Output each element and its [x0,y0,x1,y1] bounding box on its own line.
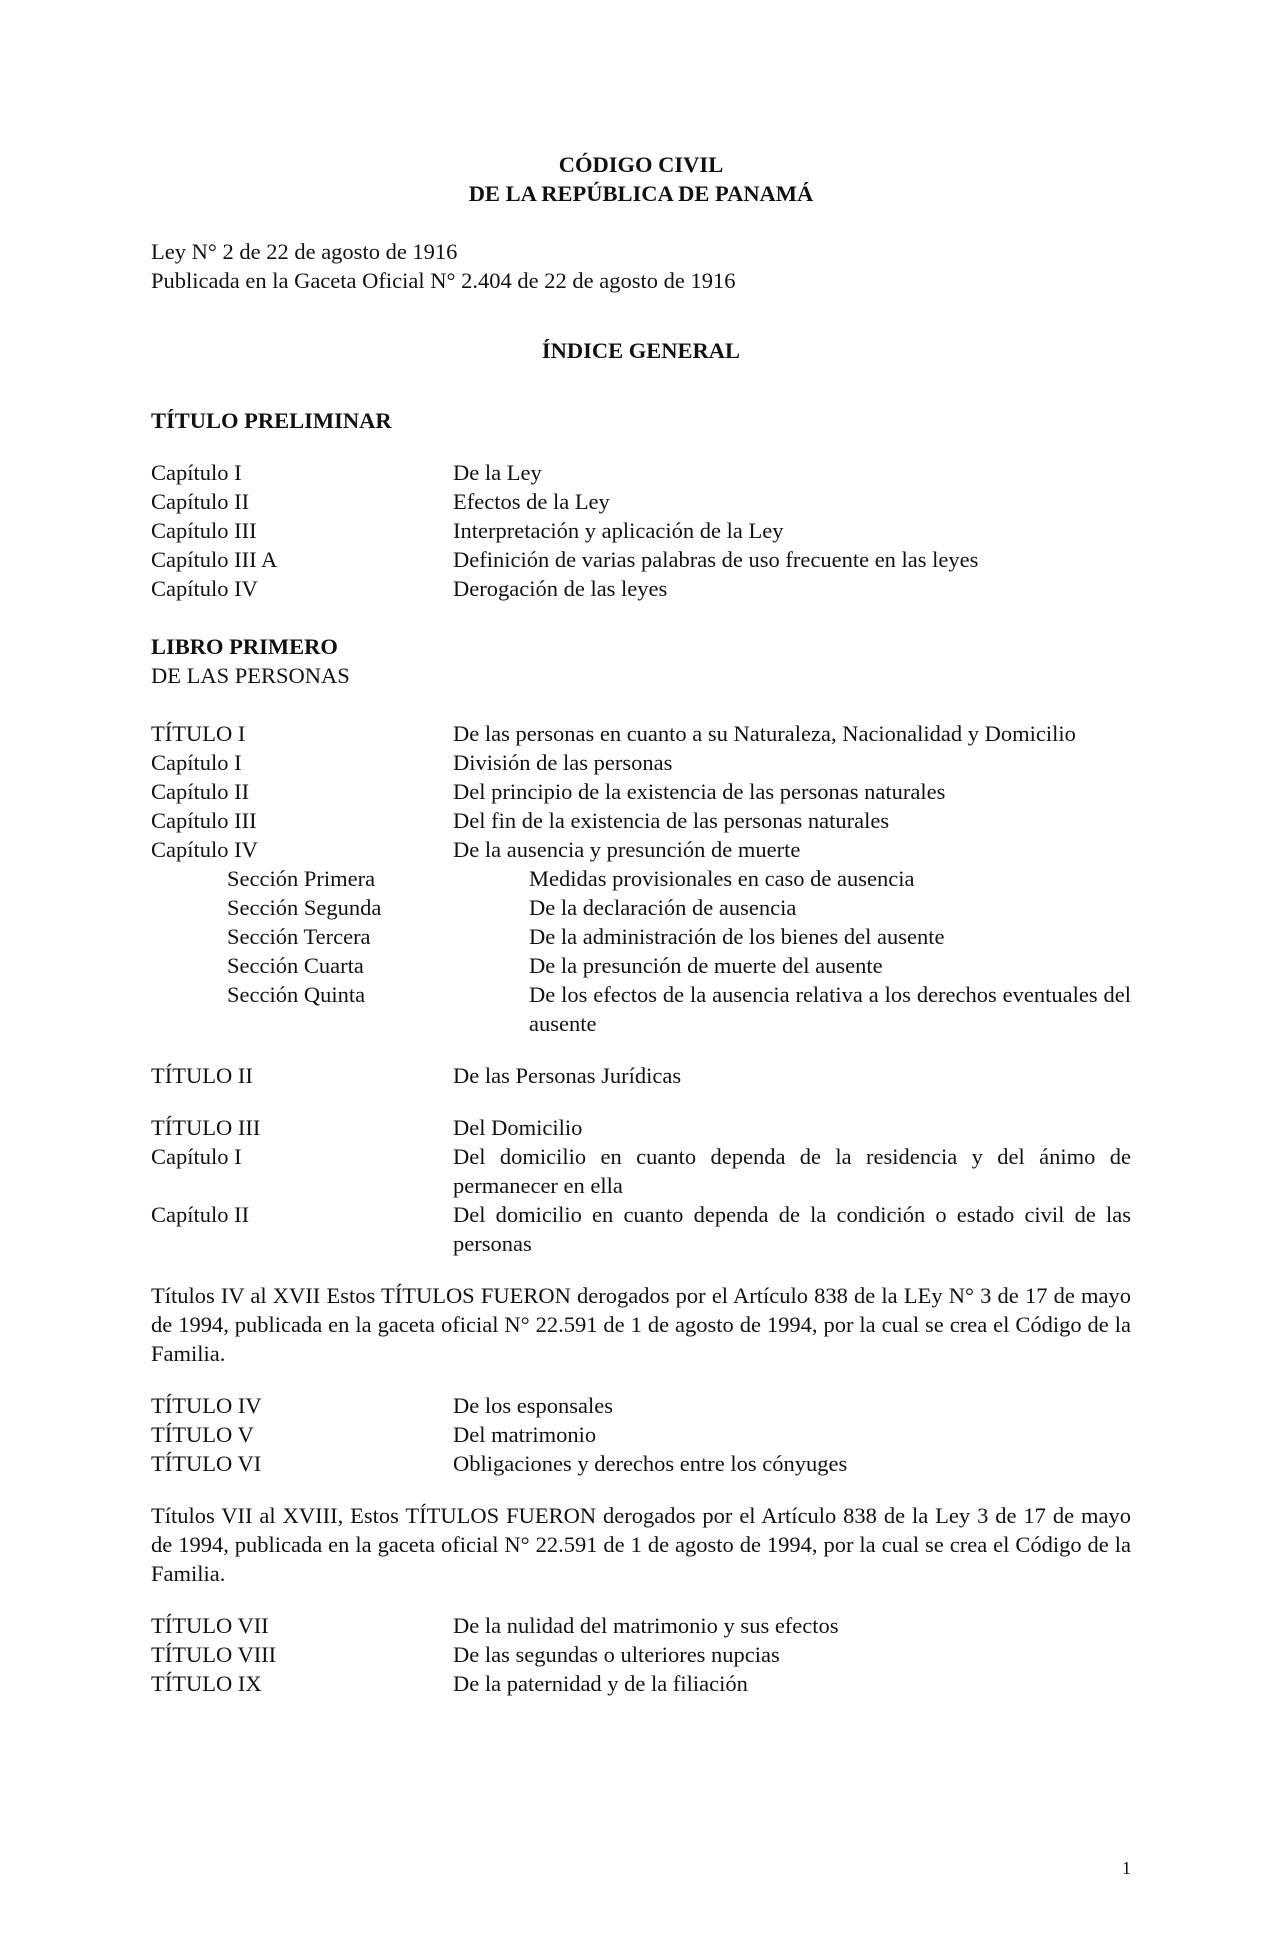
index-row: Capítulo I De la Ley [151,460,542,485]
index-row: TÍTULO IV De los esponsales [151,1393,613,1418]
libro-subheading: DE LAS PERSONAS [151,663,350,688]
titulo-2 [151,1061,1131,1090]
derogated-group-1 [151,1391,1131,1478]
libro-heading: LIBRO PRIMERO [151,634,338,659]
index-row: TÍTULO V Del matrimonio [151,1422,597,1447]
titulo-1-list [151,719,1131,1038]
index-row: TÍTULO VIII De las segundas o ulteriores nupcias [151,1642,780,1667]
index-row: TÍTULO VI Obligaciones y derechos entre los cónyuges [151,1451,848,1476]
index-row: TÍTULO I De las personas en cuanto a su Naturaleza, Nacionalidad y Domicilio [151,721,1076,746]
index-row: TÍTULO IX De la paternidad y de la filiación [151,1671,748,1696]
document-body [151,150,1131,1698]
index-row: TÍTULO III Del Domicilio [151,1115,583,1140]
derogation-note-1: Títulos IV al XVII Estos TÍTULOS FUERON derogados por el Artículo 838 de la LEy N° 3 de 17 de mayo de 1994, publicada en la gaceta oficial N° 22.591 de 1 de agosto de 1994, por la cual se crea el Código de la Familia. [151,1283,1131,1366]
section-row: Sección Quinta De los efectos de la ausencia relativa a los derechos eventuales del ausente [227,982,1131,1036]
preliminar-heading: TÍTULO PRELIMINAR [151,408,392,433]
index-row: Capítulo II Del domicilio en cuanto dependa de la condición o estado civil de las personas [151,1202,1131,1256]
index-row: Capítulo I Del domicilio en cuanto dependa de la residencia y del ánimo de permanecer en ella [151,1144,1131,1198]
index-row: TÍTULO II De las Personas Jurídicas [151,1063,682,1088]
index-row: Capítulo I División de las personas [151,750,673,775]
section-row: Sección Primera Medidas provisionales en caso de ausencia [227,866,915,891]
index-row: Capítulo IV De la ausencia y presunción de muerte [151,837,801,862]
section-row: Sección Cuarta De la presunción de muerte del ausente [227,953,883,978]
index-row: Capítulo IV Derogación de las leyes [151,576,668,601]
libro-primero [151,632,1131,690]
index-row: Capítulo III Interpretación y aplicación de la Ley [151,518,784,543]
derogated-group-2 [151,1611,1131,1698]
index-title: ÍNDICE GENERAL [541,338,741,363]
index-row: TÍTULO VII De la nulidad del matrimonio y sus efectos [151,1613,839,1638]
section-row: Sección Segunda De la declaración de ausencia [227,895,797,920]
document-title [151,150,1131,208]
law-number: Ley N° 2 de 22 de agosto de 1916 [151,239,458,264]
title-line-1: CÓDIGO CIVIL [558,152,724,177]
section-row: Sección Tercera De la administración de los bienes del ausente [227,924,945,949]
gazette-publication: Publicada en la Gaceta Oficial N° 2.404 de 22 de agosto de 1916 [151,268,736,293]
title-line-2: DE LA REPÚBLICA DE PANAMÁ [468,181,814,206]
preliminar-list [151,458,1131,603]
derogation-note-2: Títulos VII al XVIII, Estos TÍTULOS FUERON derogados por el Artículo 838 de la Ley 3 de 17 de mayo de 1994, publicada en la gaceta oficial N° 22.591 de 1 de agosto de 1994, por la cual se crea el Código de la Familia. [151,1503,1131,1586]
index-row: Capítulo III A Definición de varias palabras de uso frecuente en las leyes [151,547,979,572]
index-row: Capítulo II Del principio de la existencia de las personas naturales [151,779,946,804]
page-number: 1 [1122,1858,1131,1878]
index-row: Capítulo II Efectos de la Ley [151,489,610,514]
law-reference [151,237,1131,295]
index-row: Capítulo III Del fin de la existencia de las personas naturales [151,808,890,833]
titulo-3-list [151,1113,1131,1258]
